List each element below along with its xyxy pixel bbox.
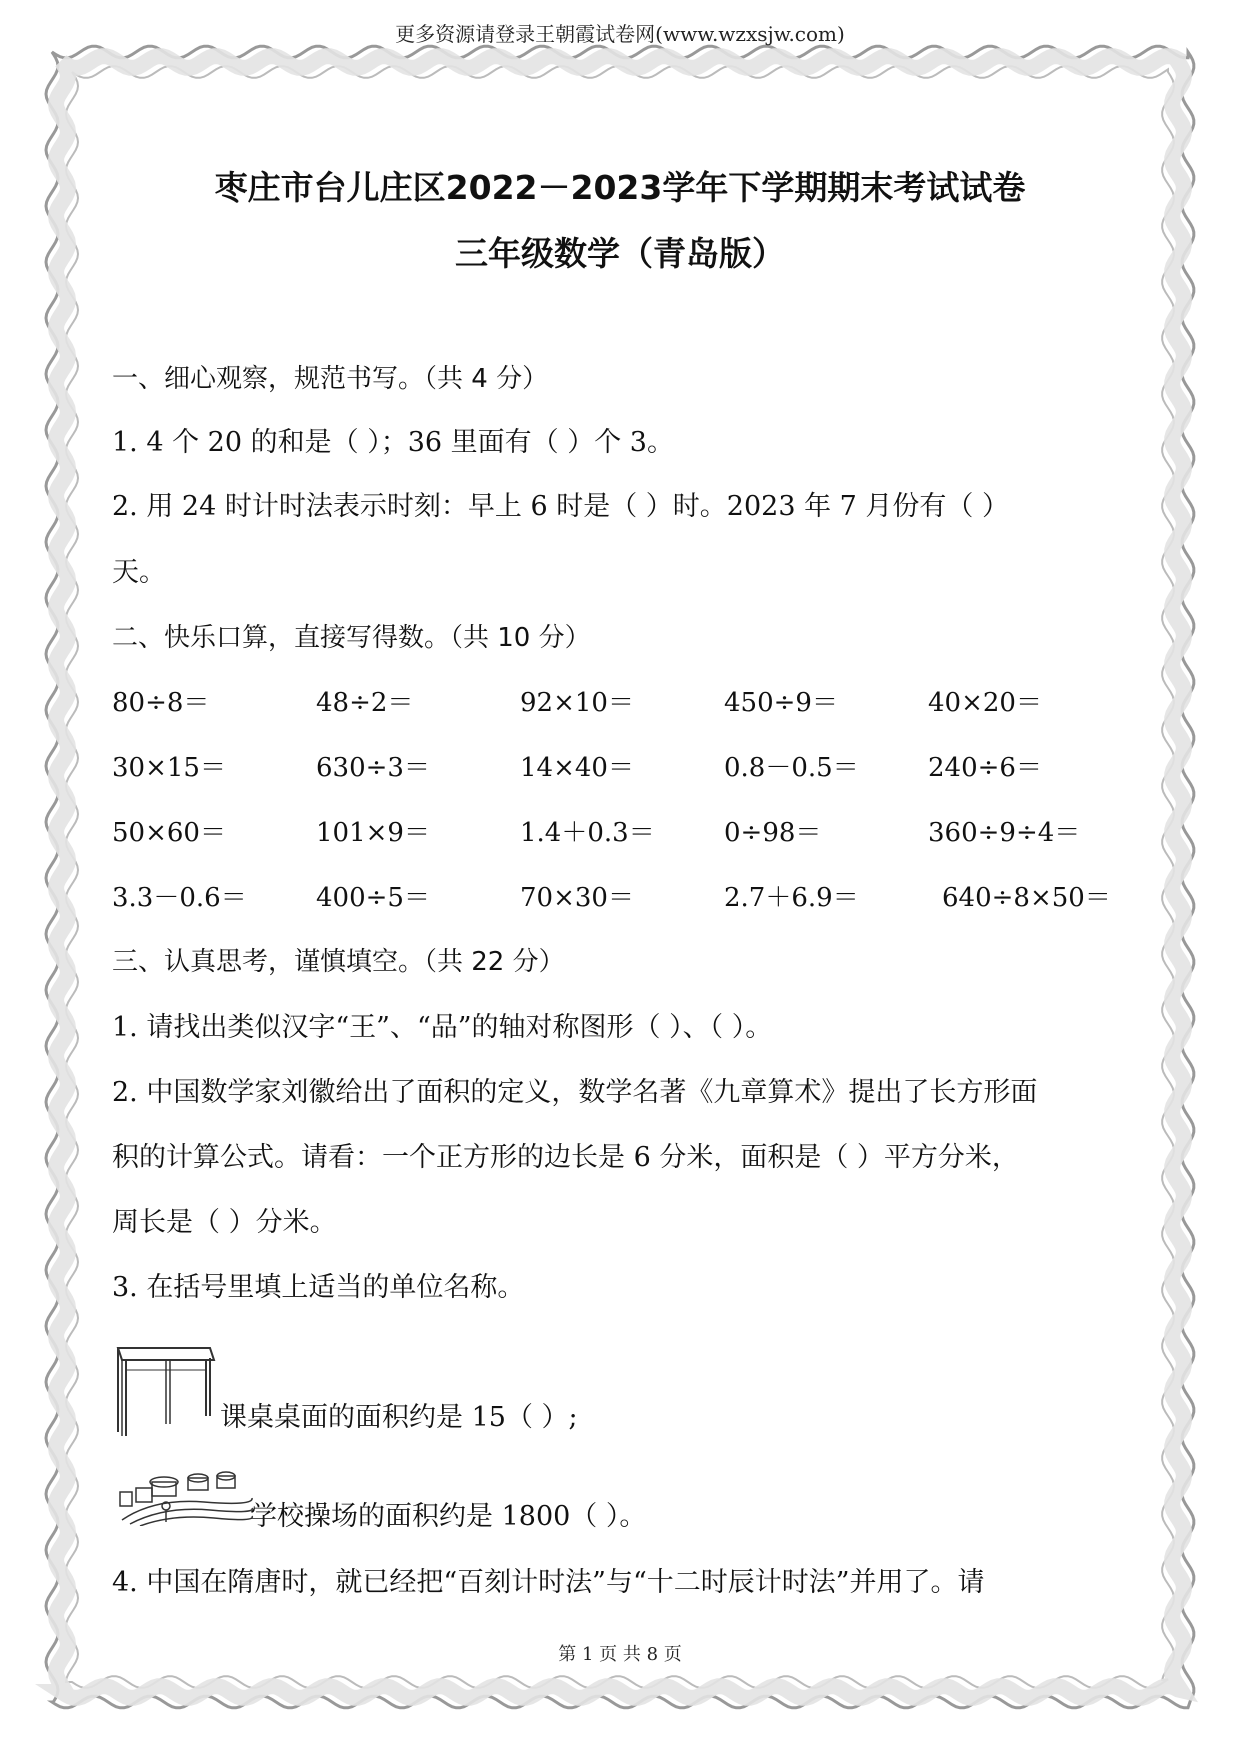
calc-item: 14×40＝ bbox=[520, 753, 634, 783]
exam-title: 枣庄市台儿庄区2022－2023学年下学期期末考试试卷 bbox=[214, 168, 1026, 207]
header-note: 更多资源请登录王朝霞试卷网(www.wzxsjw.com) bbox=[395, 22, 845, 46]
section1-heading: 一、细心观察，规范书写。（共 4 分） bbox=[112, 364, 549, 394]
section3-question-3a: 课桌桌面的面积约是 15（ ）; bbox=[220, 1402, 578, 1433]
section3-question-2-line1: 2. 中国数学家刘徽给出了面积的定义，数学名著《九章算术》提出了长方形面 bbox=[112, 1077, 1038, 1108]
calc-item: 80÷8＝ bbox=[112, 688, 210, 718]
calc-item: 0÷98＝ bbox=[724, 818, 822, 848]
section1-question-2-line2: 天。 bbox=[112, 557, 166, 588]
calc-item: 1.4＋0.3＝ bbox=[520, 818, 655, 848]
section3-question-2-line2: 积的计算公式。请看：一个正方形的边长是 6 分米，面积是（ ）平方分米， bbox=[112, 1142, 1019, 1173]
section3-question-2-line3: 周长是（ ）分米。 bbox=[112, 1207, 337, 1238]
calc-item: 630÷3＝ bbox=[316, 753, 430, 783]
section3-question-4-line1: 4. 中国在隋唐时，就已经把“百刻计时法”与“十二时辰计时法”并用了。请 bbox=[112, 1567, 985, 1598]
calc-item: 450÷9＝ bbox=[724, 688, 838, 718]
calc-item: 48÷2＝ bbox=[316, 688, 414, 718]
section2-heading: 二、快乐口算，直接写得数。（共 10 分） bbox=[112, 623, 591, 653]
calc-item: 400÷5＝ bbox=[316, 883, 430, 913]
calc-item: 92×10＝ bbox=[520, 688, 634, 718]
calc-item: 2.7＋6.9＝ bbox=[724, 883, 859, 913]
section1-question-2-line1: 2. 用 24 时计时法表示时刻：早上 6 时是（ ）时。2023 年 7 月份有（ ） bbox=[112, 491, 1010, 522]
section3-question-3: 3. 在括号里填上适当的单位名称。 bbox=[112, 1272, 525, 1303]
calc-item: 640÷8×50＝ bbox=[942, 883, 1111, 913]
exam-subtitle: 三年级数学（青岛版） bbox=[455, 234, 785, 273]
calc-item: 50×60＝ bbox=[112, 818, 226, 848]
calc-item: 30×15＝ bbox=[112, 753, 226, 783]
calc-item: 70×30＝ bbox=[520, 883, 634, 913]
section3-question-1: 1. 请找出类似汉字“王”、“品”的轴对称图形（ ）、（ ）。 bbox=[112, 1012, 773, 1043]
calc-item: 0.8－0.5＝ bbox=[724, 753, 859, 783]
desk-illustration bbox=[114, 1340, 218, 1440]
section3-question-3b: 学校操场的面积约是 1800（ ）。 bbox=[250, 1501, 647, 1532]
calc-item: 240÷6＝ bbox=[928, 753, 1042, 783]
section1-question-1: 1. 4 个 20 的和是（ ）；36 里面有（ ）个 3。 bbox=[112, 427, 674, 458]
calc-item: 3.3－0.6＝ bbox=[112, 883, 247, 913]
calc-item: 40×20＝ bbox=[928, 688, 1042, 718]
page-footer: 第 1 页 共 8 页 bbox=[558, 1644, 682, 1665]
calc-item: 101×9＝ bbox=[316, 818, 430, 848]
calc-item: 360÷9÷4＝ bbox=[928, 818, 1081, 848]
playground-illustration bbox=[114, 1462, 254, 1526]
section3-heading: 三、认真思考，谨慎填空。（共 22 分） bbox=[112, 947, 565, 977]
